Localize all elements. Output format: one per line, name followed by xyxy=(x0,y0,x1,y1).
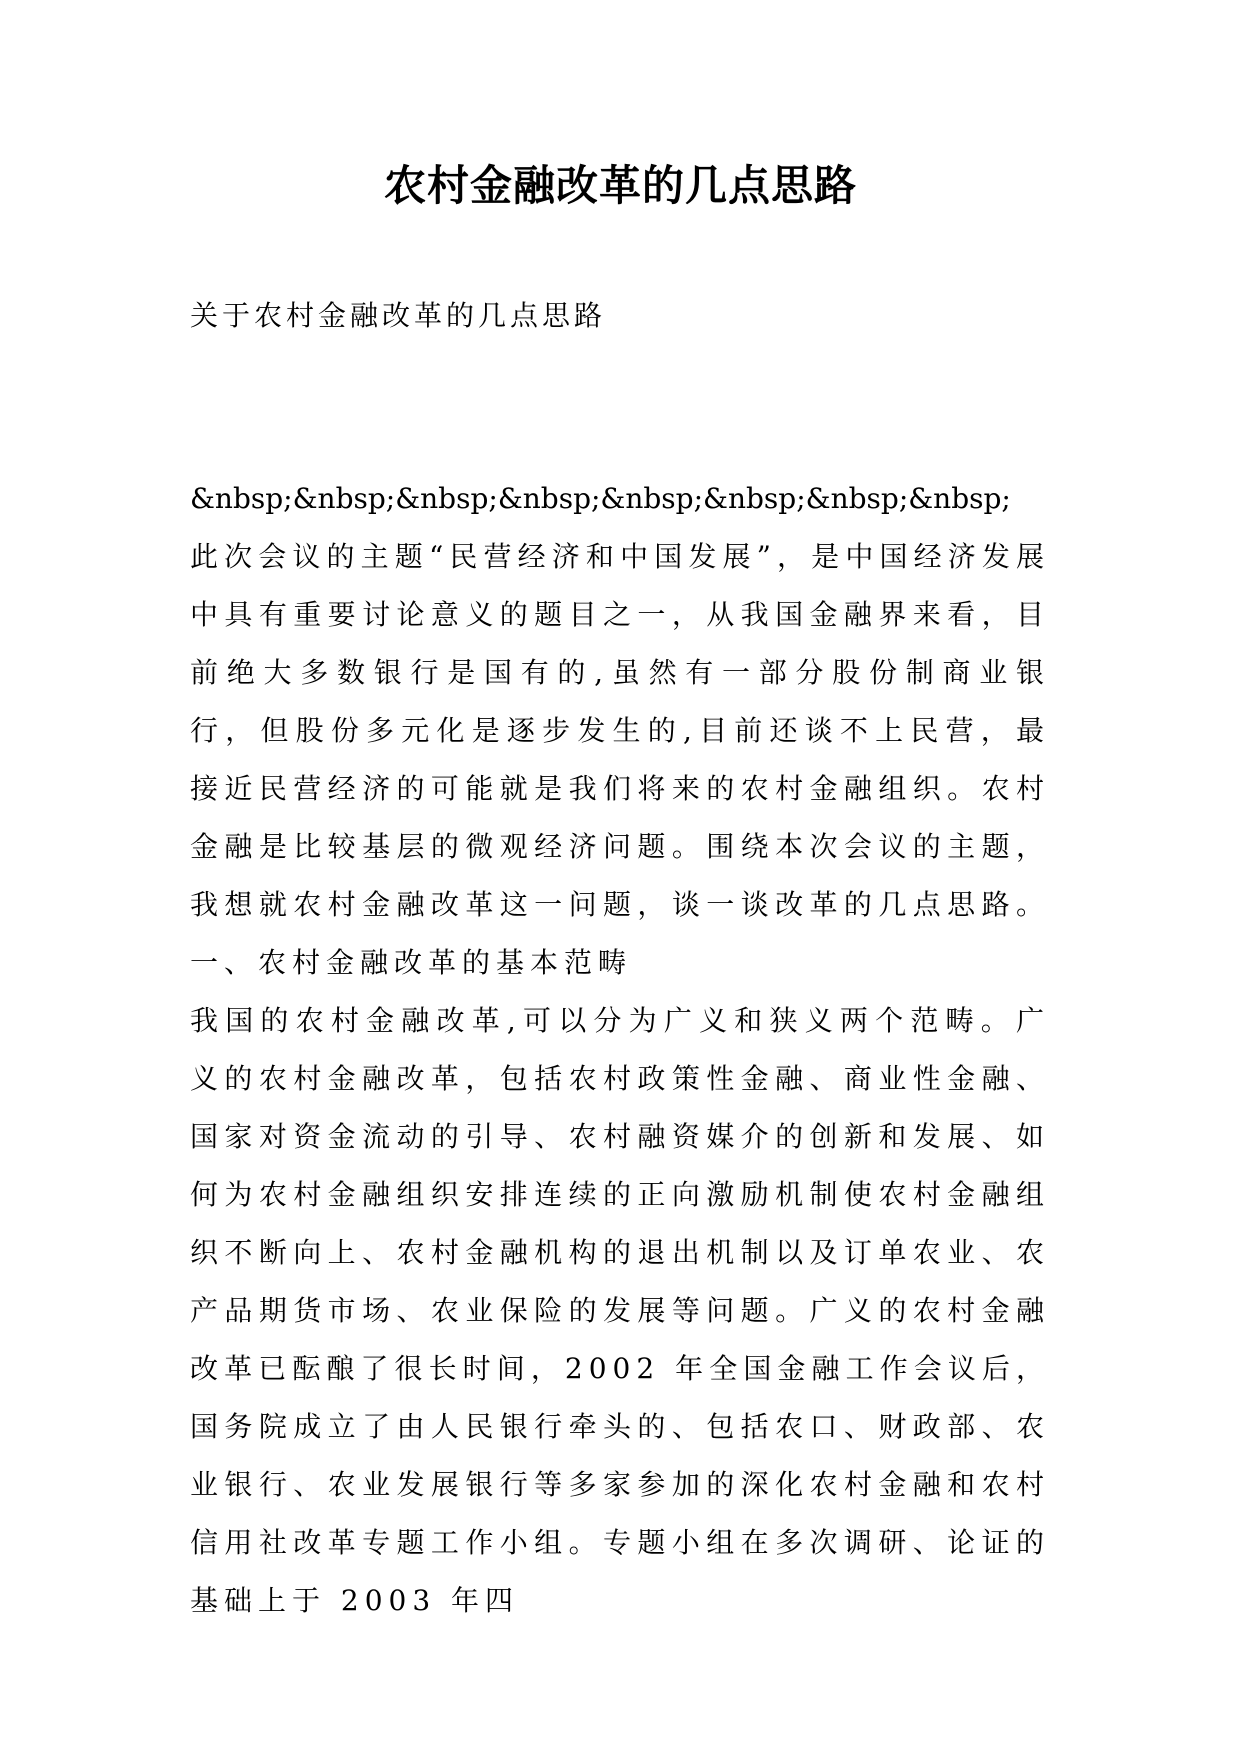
document-body xyxy=(190,470,1050,1630)
document-subtitle: 关于农村金融改革的几点思路 xyxy=(190,299,607,332)
nbsp-placeholder-text: &nbsp;&nbsp;&nbsp;&nbsp;&nbsp;&nbsp;&nbsp;&nbsp; xyxy=(190,482,1011,515)
body-paragraph: 我国的农村金融改革,可以分为广义和狭义两个范畴。广义的农村金融改革，包括农村政策性金融、商业性金融、国家对资金流动的引导、农村融资媒介的创新和发展、如何为农村金融组织安排连续的正向激励机制使农村金融组织不断向上、农村金融机构的退出机制以及订单农业、农产品期货市场、农业保险的发展等问题。广义的农村金融改革已酝酿了很长时间，2002 年全国金融工作会议后，国务院成立了由人民银行牵头的、包括农口、财政部、农业银行、农业发展银行等多家参加的深化农村金融和农村信用社改革专题工作小组。专题小组在多次调研、论证的基础上于 2003 年四 xyxy=(190,1004,1050,1617)
document-title: 农村金融改革的几点思路 xyxy=(383,161,857,210)
body-paragraph: 此次会议的主题“民营经济和中国发展”，是中国经济发展中具有重要讨论意义的题目之一，从我国金融界来看，目前绝大多数银行是国有的,虽然有一部分股份制商业银行，但股份多元化是逐步发生的,目前还谈不上民营，最接近民营经济的可能就是我们将来的农村金融组织。农村金融是比较基层的微观经济问题。围绕本次会议的主题，我想就农村金融改革这一问题，谈一谈改革的几点思路。一、农村金融改革的基本范畴 xyxy=(190,540,1050,979)
